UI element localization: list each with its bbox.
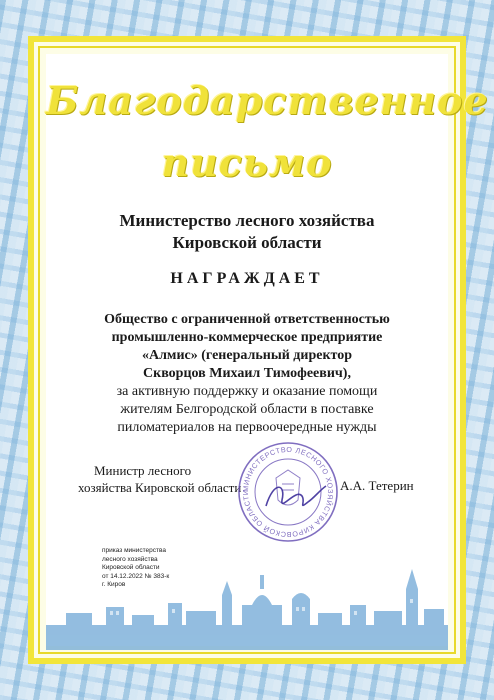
reason-line: за активную поддержку и оказание помощи <box>116 384 378 399</box>
issuer-line1: Министерство лесного хозяйства <box>119 211 375 230</box>
official-seal <box>236 440 340 544</box>
seal-text: МИНИСТЕРСТВО ЛЕСНОГО ХОЗЯЙСТВА КИРОВСКОЙ ОБЛАСТИ <box>240 444 336 540</box>
decree-line: г. Киров <box>102 581 126 588</box>
awards-heading: НАГРАЖДАЕТ <box>170 270 324 287</box>
signatory-title-line1: Министр лесного <box>94 463 192 478</box>
reason-line: жителям Белгородской области в поставке <box>120 402 374 417</box>
document-title-line2: письмо <box>161 140 333 185</box>
reason-line: пиломатериалов на первоочередные нужды <box>117 420 377 435</box>
signatory-title-line2: хозяйства Кировской области <box>78 480 242 495</box>
city-skyline-illustration <box>46 555 448 650</box>
recipient-line: промышленно-коммерческое предприятие <box>111 330 383 345</box>
decree-line: Кировской области <box>102 564 160 571</box>
signature-scribble <box>266 486 326 506</box>
signatory-name: А.А. Тетерин <box>340 478 414 493</box>
recipient-line: Скворцов Михаил Тимофеевич), <box>143 366 351 381</box>
issuer-line2: Кировской области <box>172 233 322 252</box>
document-title-line1: Благодарственное <box>46 78 489 123</box>
decree-line: лесного хозяйства <box>102 555 158 563</box>
recipient-line: «Алмис» (генеральный директор <box>141 348 353 363</box>
recipient-line: Общество с ограниченной ответственностью <box>104 312 390 327</box>
decree-line: приказ министерства <box>102 547 167 554</box>
decree-line: от 14.12.2022 № 383-к <box>102 572 170 580</box>
